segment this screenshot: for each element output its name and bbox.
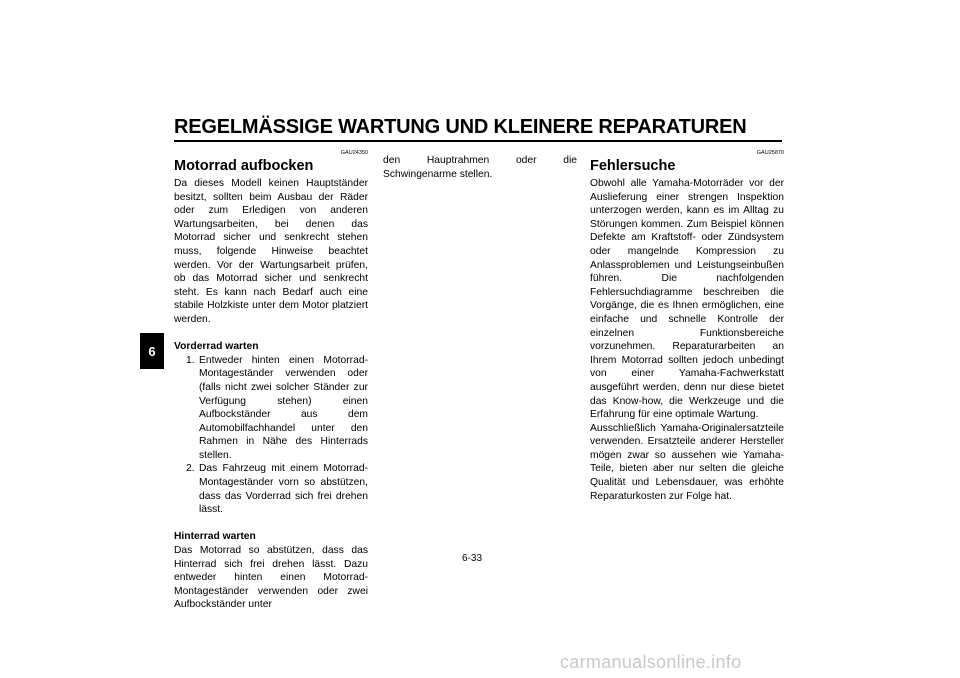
page-title: REGELMÄSSIGE WARTUNG UND KLEINERE REPARATUREN: [174, 116, 747, 138]
section-heading: Fehlersuche: [590, 158, 676, 174]
list-text: Entweder hinten einen Motorrad-Montageständer verwenden oder (falls nicht zwei solcher Ständer zur Verfügung stehen) einen Aufbockständer aus dem Automobilfachhandel unter den Rahmen in Nähe des Hinterrads stellen.: [199, 354, 368, 461]
chapter-tab: 6: [140, 333, 164, 369]
genuine-parts-paragraph: Ausschließlich Yamaha-Originalersatzteile verwenden. Ersatzteile anderer Hersteller mögen zwar so aussehen wie Yamaha-Teile, bieten aber nur selten die gleiche Qualität und Lebensdauer, was erhöhte Reparaturkosten zur Folge hat.: [590, 422, 784, 502]
troubleshooting-paragraph: Obwohl alle Yamaha-Motorräder vor der Auslieferung einer strengen Inspektion unterzogen werden, kann es im Alltag zu Störungen kommen. Zum Beispiel können Defekte am Kraftstoff- oder Zündsystem oder mangelnde Kompression zu Anlassproblemen und Leistungseinbußen führen. Die nachfolgenden Fehlersuchdiagramme beschreiben die Vorgänge, die es Ihnen ermöglichen, eine einfache und schnelle Kontrolle der einzelnen Funktionsbereiche vorzunehmen. Reparaturarbeiten an Ihrem Motorrad sollten jedoch unbedingt von einer Yamaha-Fachwerkstatt ausgeführt werden, denn nur diese bietet das Know-how, die Werkzeuge und die Erfahrung für eine optimale Wartung.: [590, 178, 784, 421]
list-item: [174, 462, 368, 516]
section-heading: Motorrad aufbocken: [174, 158, 314, 174]
subheading-rear-wheel: Hinterrad warten: [174, 531, 256, 543]
rear-wheel-text: Das Motorrad so abstützen, dass das Hinterrad sich frei drehen lässt. Dazu entweder hinten einen Motorrad-Montageständer verwenden oder zwei Aufbockständer unter: [174, 545, 368, 611]
list-text: Das Fahrzeug mit einem Motorrad-Montageständer vorn so abstützen, dass das Vorderrad sich frei drehen lässt.: [199, 463, 368, 516]
list-number: 1.: [186, 354, 195, 366]
watermark: carmanualsonline.info: [560, 652, 742, 672]
subheading-front-wheel: Vorderrad warten: [174, 341, 259, 353]
section-code: GAU24350: [340, 150, 368, 156]
front-wheel-steps: [174, 354, 368, 517]
title-rule: [174, 140, 782, 142]
column-middle: [383, 154, 577, 181]
section-intro: Da dieses Modell keinen Hauptständer besitzt, sollten beim Ausbau der Räder oder zum Erledigen von anderen Wartungsarbeiten, bei denen das Motorrad sicher und senkrecht stehen muss, folgende Hinweise beachtet werden. Vor der Wartungsarbeit prüfen, ob das Motorrad sicher und senkrecht steht. Es kann nach Bedarf auch eine stabile Holzkiste unter dem Motor platziert werden.: [174, 178, 368, 325]
list-number: 2.: [186, 463, 195, 475]
rear-wheel-text-continued: den Hauptrahmen oder die Schwingenarme stellen.: [383, 155, 577, 180]
column-right: [590, 150, 784, 503]
section-code: GAU25870: [756, 150, 784, 156]
column-left: [174, 150, 368, 612]
list-item: [174, 354, 368, 463]
page-number: 6-33: [462, 553, 483, 564]
